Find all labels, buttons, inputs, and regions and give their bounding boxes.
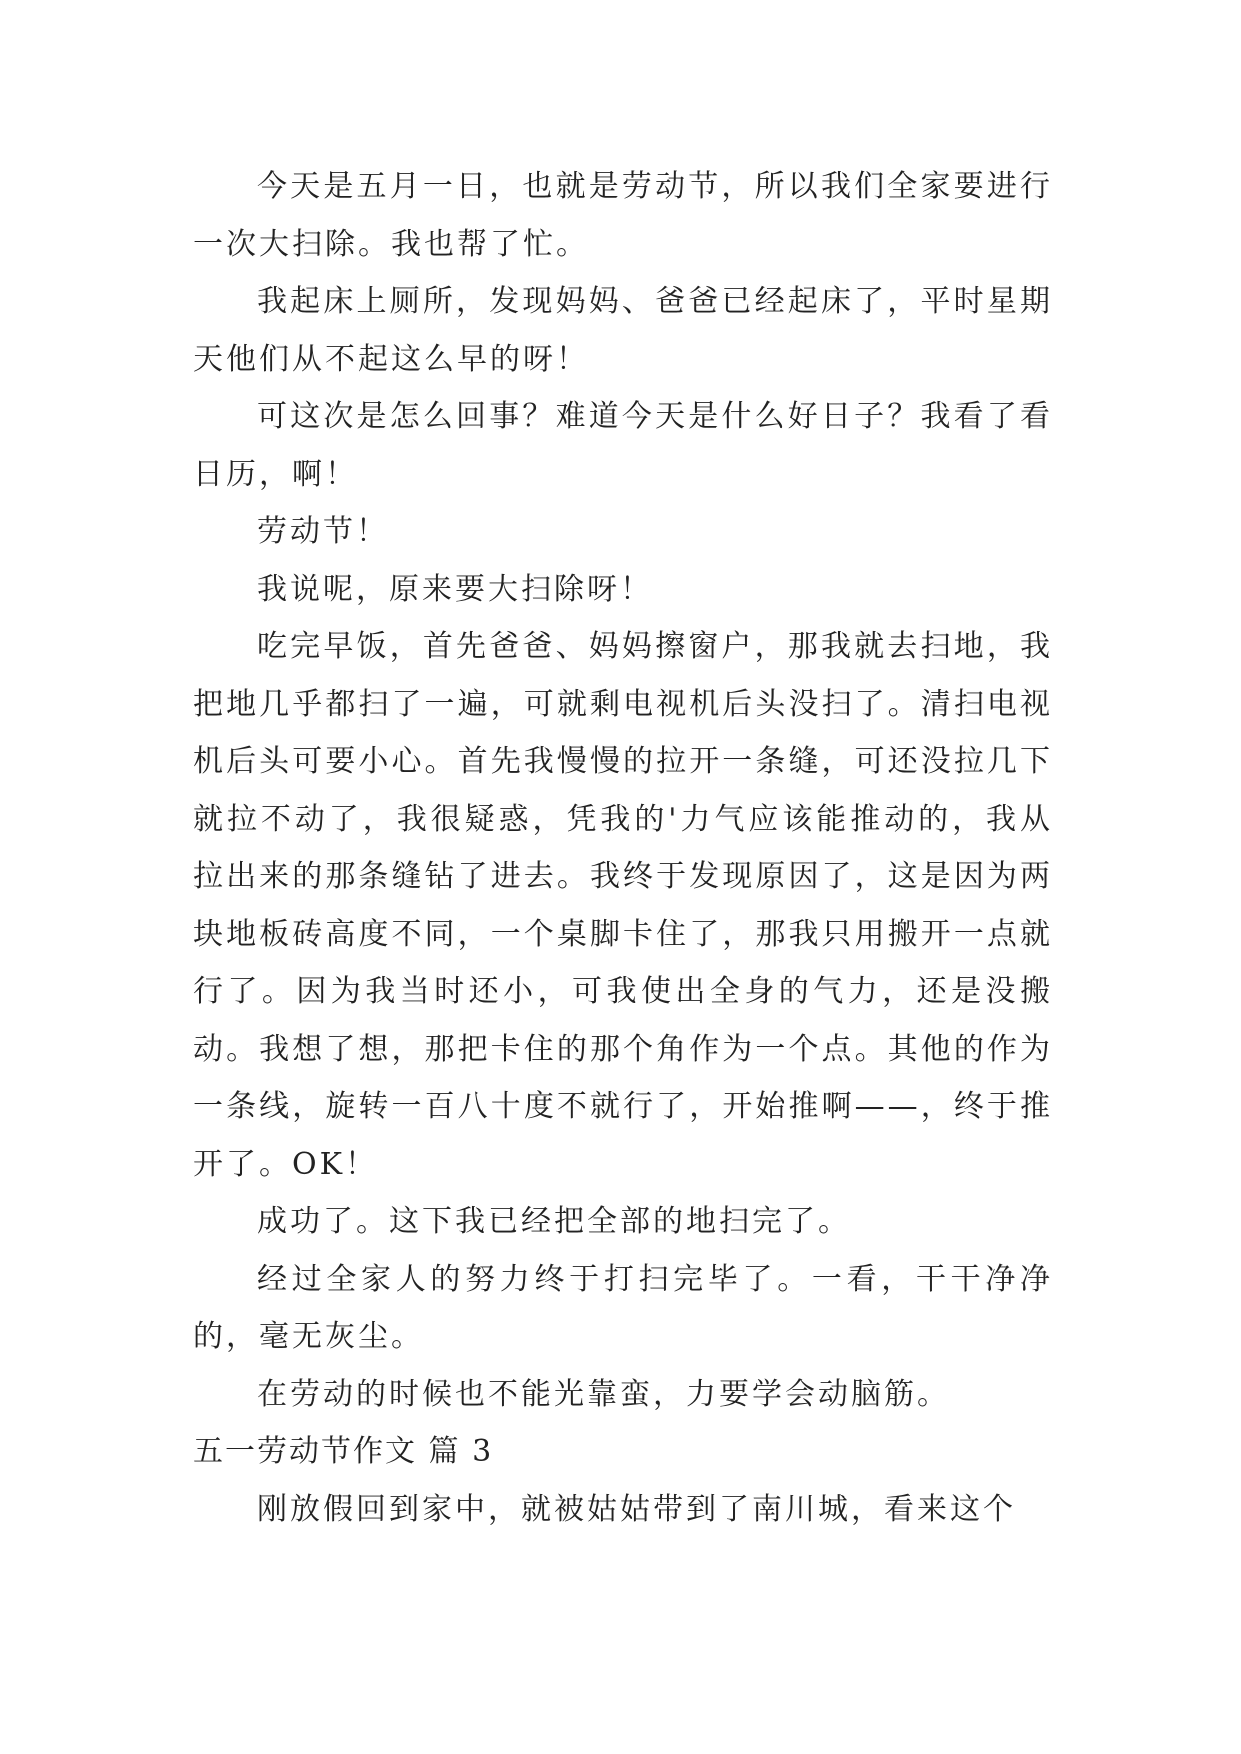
paragraph: 经过全家人的努力终于打扫完毕了。一看，干干净净的，毫无灰尘。 xyxy=(193,1261,1053,1354)
document-body xyxy=(193,158,1053,1538)
paragraph: 可这次是怎么回事？难道今天是什么好日子？我看了看日历，啊！ xyxy=(193,399,1053,492)
paragraph: 我起床上厕所，发现妈妈、爸爸已经起床了，平时星期天他们从不起这么早的呀！ xyxy=(193,284,1053,377)
paragraph: 在劳动的时候也不能光靠蛮，力要学会动脑筋。 xyxy=(257,1376,950,1412)
paragraph: 吃完早饭，首先爸爸、妈妈擦窗户，那我就去扫地，我把地几乎都扫了一遍，可就剩电视机后头没扫了。清扫电视机后头可要小心。首先我慢慢的拉开一条缝，可还没拉几下就拉不动了，我很疑惑，凭我的'力气应该能推动的，我从拉出来的那条缝钻了进去。我终于发现原因了，这是因为两块地板砖高度不同，一个桌脚卡住了，那我只用搬开一点就行了。因为我当时还小，可我使出全身的气力，还是没搬动。我想了想，那把卡住的那个角作为一个点。其他的作为一条线，旋转一百八十度不就行了，开始推啊——，终于推开了。OK！ xyxy=(193,629,1053,1182)
paragraph: 今天是五月一日，也就是劳动节，所以我们全家要进行一次大扫除。我也帮了忙。 xyxy=(193,169,1053,262)
section-heading: 五一劳动节作文 篇 3 xyxy=(193,1434,494,1469)
paragraph: 我说呢，原来要大扫除呀！ xyxy=(257,571,653,607)
paragraph: 刚放假回到家中，就被姑姑带到了南川城，看来这个 xyxy=(257,1491,1016,1527)
paragraph: 劳动节！ xyxy=(257,514,389,549)
paragraph: 成功了。这下我已经把全部的地扫完了。 xyxy=(257,1204,851,1239)
